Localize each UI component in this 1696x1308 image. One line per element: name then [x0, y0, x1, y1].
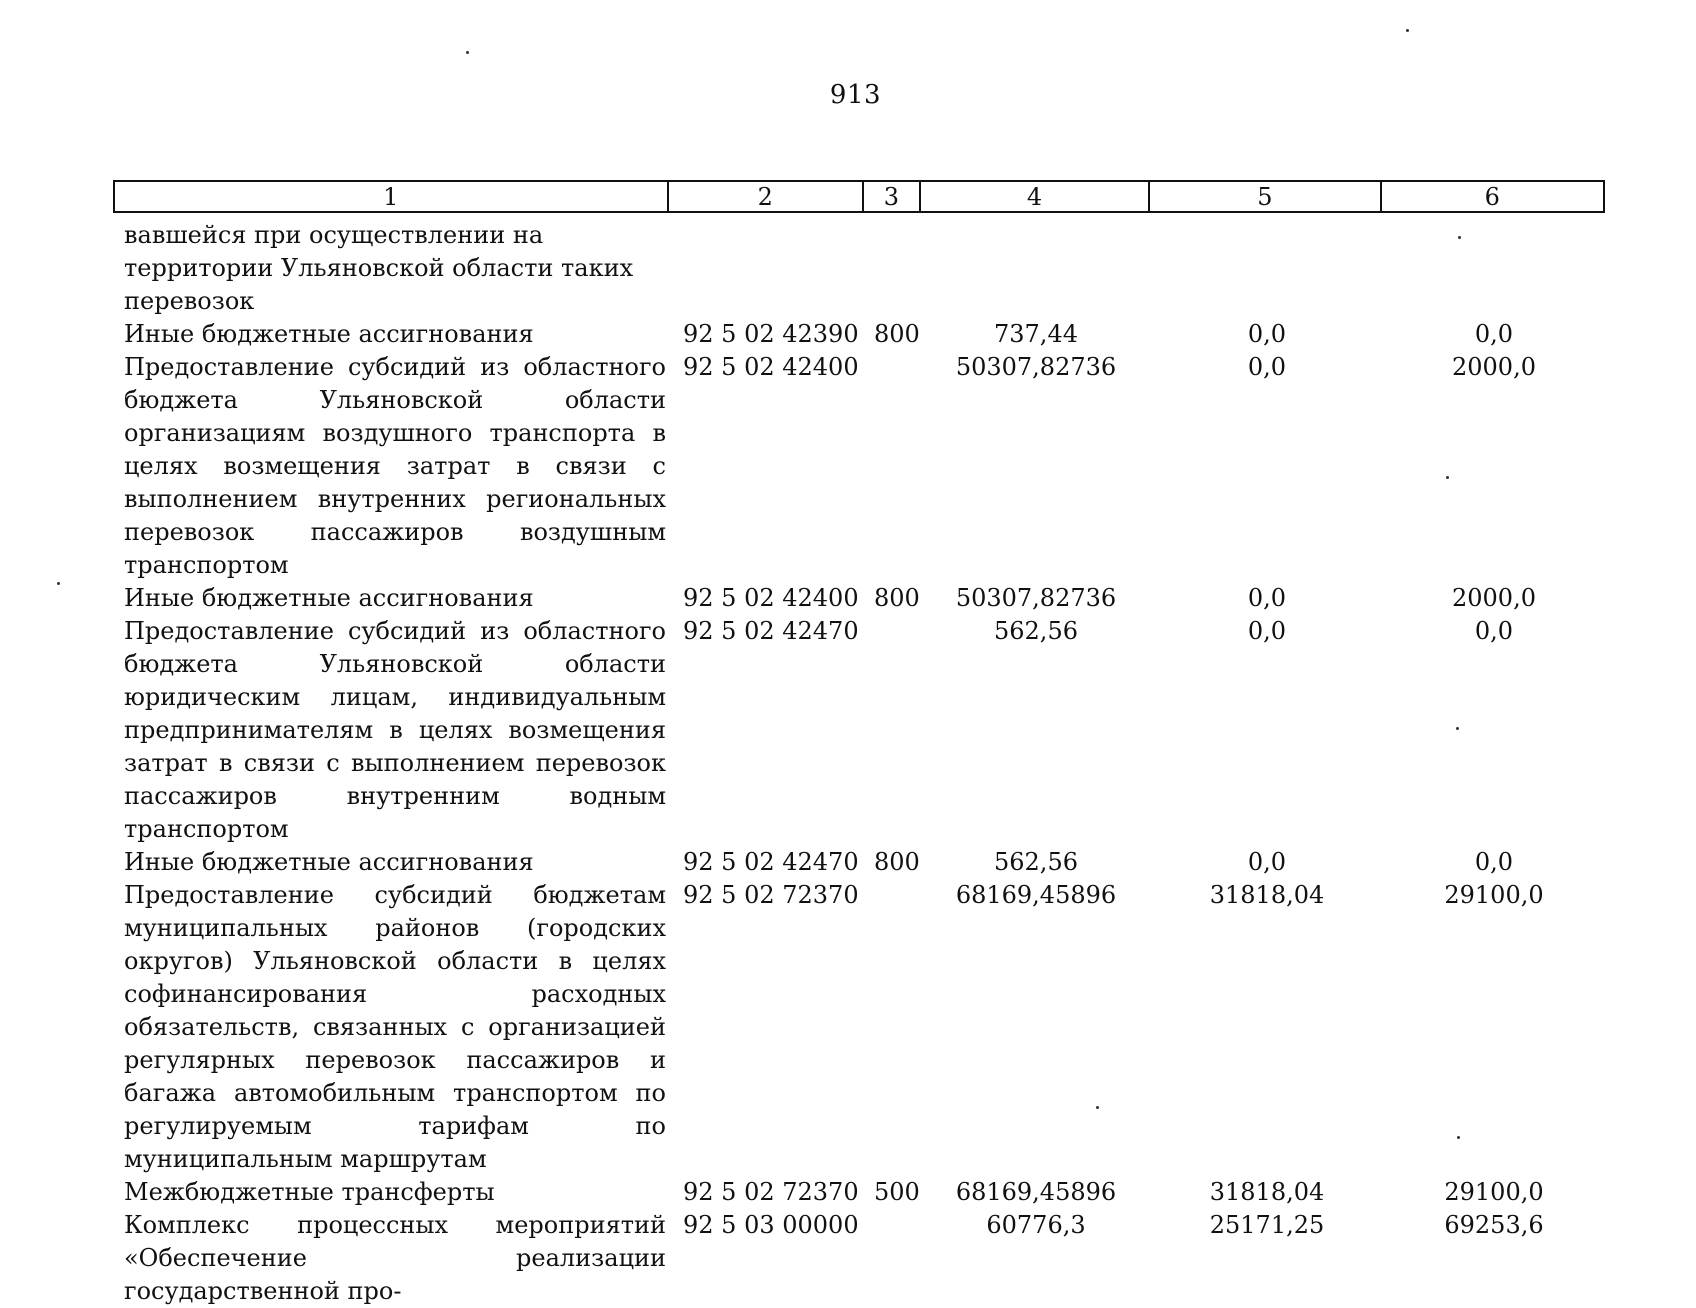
scan-speck	[1458, 236, 1461, 239]
row-value-col5: 31818,04	[1209, 881, 1325, 909]
row-value-col4: 68169,45896	[955, 1178, 1117, 1206]
table-row	[113, 1209, 1605, 1308]
column-header-6: 6	[1484, 182, 1500, 211]
row-description: Иные бюджетные ассигнования	[124, 320, 534, 348]
row-value-col4: 562,56	[994, 848, 1078, 876]
table-row	[113, 582, 1605, 615]
scan-speck	[1457, 1136, 1460, 1139]
table-row	[113, 879, 1605, 1176]
table-row	[113, 615, 1605, 846]
scan-speck	[1446, 476, 1449, 479]
row-value-col6: 69253,6	[1444, 1211, 1544, 1239]
row-value-col5: 25171,25	[1209, 1211, 1325, 1239]
row-code: 92 5 03 00000	[683, 1211, 859, 1239]
row-code: 92 5 02 42470	[683, 617, 859, 645]
row-value-col6: 2000,0	[1452, 353, 1536, 381]
scan-speck	[1406, 29, 1409, 32]
row-code: 92 5 02 42390	[683, 320, 859, 348]
scan-speck	[466, 51, 469, 54]
scan-speck	[57, 582, 60, 585]
row-type: 500	[874, 1178, 920, 1206]
column-header-4: 4	[921, 182, 1150, 211]
row-value-col6: 29100,0	[1444, 881, 1544, 909]
row-description: вавшейся при осуществлении на территории Ульяновской области таких перевозок	[124, 221, 634, 315]
row-value-col5: 31818,04	[1209, 1178, 1325, 1206]
row-value-col4: 562,56	[994, 617, 1078, 645]
row-value-col5: 0,0	[1247, 848, 1287, 876]
row-value-col4: 737,44	[994, 320, 1078, 348]
table-row	[113, 351, 1605, 582]
row-value-col5: 0,0	[1247, 584, 1287, 612]
row-value-col6: 0,0	[1474, 848, 1514, 876]
row-value-col5: 0,0	[1247, 353, 1287, 381]
table-row	[113, 846, 1605, 879]
table-header	[113, 180, 1605, 213]
row-type: 800	[874, 584, 920, 612]
row-code: 92 5 02 72370	[683, 1178, 859, 1206]
table-row	[113, 318, 1605, 351]
column-header-3: 3	[864, 182, 921, 211]
row-code: 92 5 02 72370	[683, 881, 859, 909]
table-body	[113, 219, 1605, 1308]
row-code: 92 5 02 42400	[683, 353, 859, 381]
row-value-col5: 0,0	[1247, 617, 1287, 645]
row-value-col6: 29100,0	[1444, 1178, 1544, 1206]
table-row	[113, 219, 1605, 318]
row-description: Предоставление субсидий из областного бюджета Ульяновской области юридическим лицам, индивидуальным предпринимателям в целях возмещения затрат в связи с выполнением перевозок пассажиров внутренним водным транспортом	[124, 617, 666, 843]
row-value-col4: 68169,45896	[955, 881, 1117, 909]
table-row	[113, 1176, 1605, 1209]
row-type: 800	[874, 848, 920, 876]
row-value-col6: 0,0	[1474, 617, 1514, 645]
row-code: 92 5 02 42400	[683, 584, 859, 612]
row-description: Иные бюджетные ассигнования	[124, 848, 534, 876]
row-value-col6: 2000,0	[1452, 584, 1536, 612]
row-description: Иные бюджетные ассигнования	[124, 584, 534, 612]
row-description: Предоставление субсидий бюджетам муниципальных районов (городских округов) Ульяновской области в целях софинансирования расходных обязательств, связанных с организацией регулярных перевозок пассажиров и багажа автомобильным транспортом по регулируемым тарифам по муниципальным маршрутам	[124, 881, 666, 1173]
row-description: Комплекс процессных мероприятий «Обеспечение реализации государственной про-	[124, 1211, 666, 1305]
row-type: 800	[874, 320, 920, 348]
row-code: 92 5 02 42470	[683, 848, 859, 876]
column-header-5: 5	[1150, 182, 1381, 211]
row-description: Межбюджетные трансферты	[124, 1178, 495, 1206]
page-number: 913	[829, 80, 882, 110]
column-header-1: 1	[115, 182, 669, 211]
row-value-col4: 50307,82736	[955, 584, 1117, 612]
scan-speck	[1096, 1106, 1099, 1109]
row-value-col4: 50307,82736	[955, 353, 1117, 381]
row-value-col4: 60776,3	[986, 1211, 1086, 1239]
scan-speck	[1456, 727, 1459, 730]
column-header-2: 2	[669, 182, 864, 211]
row-value-col5: 0,0	[1247, 320, 1287, 348]
row-value-col6: 0,0	[1474, 320, 1514, 348]
row-description: Предоставление субсидий из областного бюджета Ульяновской области организациям воздушного транспорта в целях возмещения затрат в связи с выполнением внутренних региональных перевозок пассажиров воздушным транспортом	[124, 353, 666, 579]
